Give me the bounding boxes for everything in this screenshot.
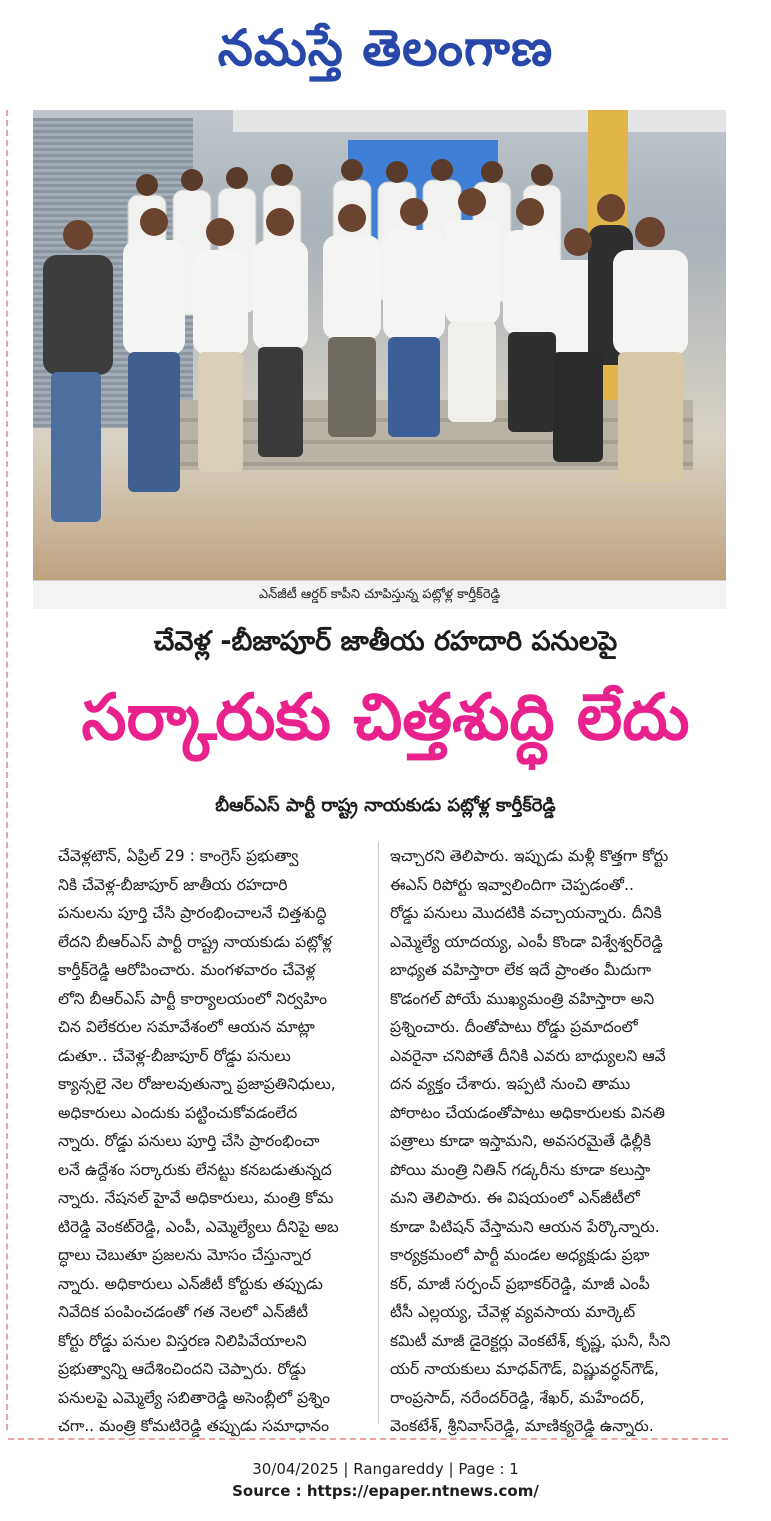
text-line: కమిటీ మాజీ డైరెక్టర్లు వెంకటేశ్, కృష్ణ, ఘనీ, సీని xyxy=(390,1331,671,1350)
text-line: న్నారు. నేషనల్ హైవే అధికారులు, మంత్రి కోమ xyxy=(58,1189,334,1207)
text-line: చిన విలేకరుల సమావేశంలో ఆయన మాట్లా xyxy=(58,1018,315,1036)
source-link[interactable]: Source : https://epaper.ntnews.com/ xyxy=(232,1482,539,1500)
text-line: ప్రశ్నించారు. దీంతోపాటు రోడ్డు ప్రమాదంలో xyxy=(390,1018,638,1036)
text-line: బాధ్యత వహిస్తారా లేక ఇదే ప్రాంతం మీదుగా xyxy=(390,961,652,979)
text-line: నికి చేవెళ్ల-బీజాపూర్ జాతీయ రహదారి xyxy=(58,875,288,894)
article-column-left xyxy=(58,842,384,1435)
text-line: టిరెడ్డి వెంకట్‌రెడ్డి, ఎంపీ, ఎమ్మెల్యేలు దీనిపై అబ xyxy=(58,1217,339,1236)
text-line: ప్రభుత్వాన్ని ఆదేశించిందని చెప్పారు. రోడ్డు xyxy=(58,1360,306,1378)
text-line: కార్తీక్‌రెడ్డి ఆరోపించారు. మంగళవారం చేవెళ్ల xyxy=(58,961,316,979)
front-row-trousers xyxy=(51,322,683,522)
text-line: లేదని బీఆర్ఎస్ పార్టీ రాష్ట్ర నాయకుడు పట్లోళ్ల xyxy=(58,932,332,951)
article-headline: సర్కారుకు చిత్తశుద్ధి లేదు xyxy=(81,681,690,755)
photo-caption: ఎన్‌జీటీ ఆర్డర్ కాపీని చూపిస్తున్న పట్లోళ్ల కార్తీక్‌రెడ్డి xyxy=(33,580,726,609)
text-line: అధికారులు ఎందుకు పట్టించుకోవడంలేద xyxy=(58,1103,298,1122)
news-photo xyxy=(33,110,726,580)
text-line: ద్ధాలు చెబుతూ ప్రజలను మోసం చేస్తున్నార xyxy=(58,1246,312,1264)
text-line: కార్యక్రమంలో పార్టీ మండల అధ్యక్షుడు ప్రభా xyxy=(390,1246,650,1264)
text-line: యర్ నాయకులు మాధవ్‌గౌడ్, విష్ణువర్ధన్‌గౌడ్, xyxy=(390,1360,659,1378)
text-line: రాంప్రసాద్, నరేందర్‌రెడ్డి, శేఖర్, మహేందర్, xyxy=(390,1388,645,1407)
text-line: క్యాన్సలై నెల రోజులవుతున్నా ప్రజాప్రతినిధులు, xyxy=(58,1075,336,1093)
text-line: దన వ్యక్తం చేశారు. ఇప్పటి నుంచి తాము xyxy=(390,1075,631,1093)
text-line: పోరాటం చేయడంతోపాటు అధికారులకు వినతి xyxy=(390,1103,666,1122)
article-subhead: బీఆర్ఎస్ పార్టీ రాష్ట్ర నాయకుడు పట్లోళ్ల కార్తీక్‌రెడ్డి xyxy=(215,795,556,816)
text-line: పోయి మంత్రి నితిన్ గడ్కరీను కూడా కలుస్తా xyxy=(390,1160,651,1179)
left-dashed-rule xyxy=(6,110,8,1430)
text-line: టీసీ ఎల్లయ్య, చేవెళ్ల వ్యవసాయ మార్కెట్ xyxy=(390,1303,636,1321)
text-line: మని తెలిపారు. ఈ విషయంలో ఎన్‌జీటీలో xyxy=(390,1189,640,1207)
column-divider xyxy=(378,842,379,1424)
article-kicker: చేవెళ్ల -బీజాపూర్ జాతీయ రహదారి పనులపై xyxy=(153,626,618,657)
newspaper-masthead: నమస్తే తెలంగాణ xyxy=(217,19,554,77)
text-line: చేవెళ్లటౌన్, ఏప్రిల్ 29 : కాంగ్రెస్ ప్రభుత్వా xyxy=(58,847,299,865)
text-line: పనులను పూర్తి చేసి ప్రారంభించాలనే చిత్తశుద్ధి xyxy=(58,904,327,922)
text-line: లోని బీఆర్ఎస్ పార్టీ కార్యాలయంలో నిర్వహిం xyxy=(58,989,328,1008)
text-line: ఇచ్చారని తెలిపారు. ఇప్పుడు మళ్లీ కొత్తగా కోర్టు xyxy=(390,847,669,865)
text-line: పనులపై ఎమ్మెల్యే సబితారెడ్డి అసెంబ్లీలో ప్రశ్నిం xyxy=(58,1388,331,1407)
bottom-dashed-rule xyxy=(8,1438,728,1440)
text-line: ఎవరైనా చనిపోతే దీనికి ఎవరు బాధ్యులని ఆవే xyxy=(390,1046,666,1065)
text-line: ఈఎస్ రిపోర్టు ఇవ్వాలిందిగా చెప్పడంతో.. xyxy=(390,875,634,894)
text-line: న్నారు. రోడ్డు పనులు పూర్తి చేసి ప్రారంభించా xyxy=(58,1132,320,1150)
text-line: రోడ్డు పనులు మొదటికి వచ్చాయన్నారు. దీనికి xyxy=(390,904,662,922)
text-line: న్నారు. అధికారులు ఎన్‌జీటీ కోర్టుకు తప్పుడు xyxy=(58,1274,323,1293)
group-of-people xyxy=(33,110,726,580)
text-line: కూడా పిటిషన్ వేస్తామని ఆయన పేర్కొన్నారు. xyxy=(390,1217,660,1236)
text-line: కర్, మాజీ సర్పంచ్ ప్రభాకర్‌రెడ్డి, మాజీ ఎంపీ xyxy=(390,1274,650,1293)
text-line: నివేదిక పంపించడంతో గత నెలలో ఎన్‌జీటీ xyxy=(58,1303,309,1321)
text-line: చగా.. మంత్రి కోమటిరెడ్డి తప్పుడు సమాధానం xyxy=(58,1417,329,1435)
edition-info: 30/04/2025 | Rangareddy | Page : 1 xyxy=(252,1460,519,1478)
text-line: పత్రాలు కూడా ఇస్తామని, అవసరమైతే ఢిల్లీకి xyxy=(390,1132,652,1150)
text-line: వెంకటేశ్, శ్రీనివాస్‌రెడ్డి, మాణిక్యరెడ్డి ఉన్నారు. xyxy=(390,1417,654,1435)
text-line: లనే ఉద్దేశం సర్కారుకు లేనట్టు కనబడుతున్నద xyxy=(58,1160,332,1179)
text-line: డుతూ.. చేవెళ్ల-బీజాపూర్ రోడ్డు పనులు xyxy=(58,1046,291,1065)
text-line: కోర్టు రోడ్డు పనుల విస్తరణ నిలిపివేయాలని xyxy=(58,1331,307,1350)
text-line: ఎమ్మెల్యే యాదయ్య, ఎంపీ కొండా విశ్వేశ్వర్‌రెడ్డి xyxy=(390,932,663,951)
article-column-right xyxy=(390,842,716,1435)
text-line: కొడంగల్ పోయే ముఖ్యమంత్రి వహిస్తారా అని xyxy=(390,989,655,1008)
